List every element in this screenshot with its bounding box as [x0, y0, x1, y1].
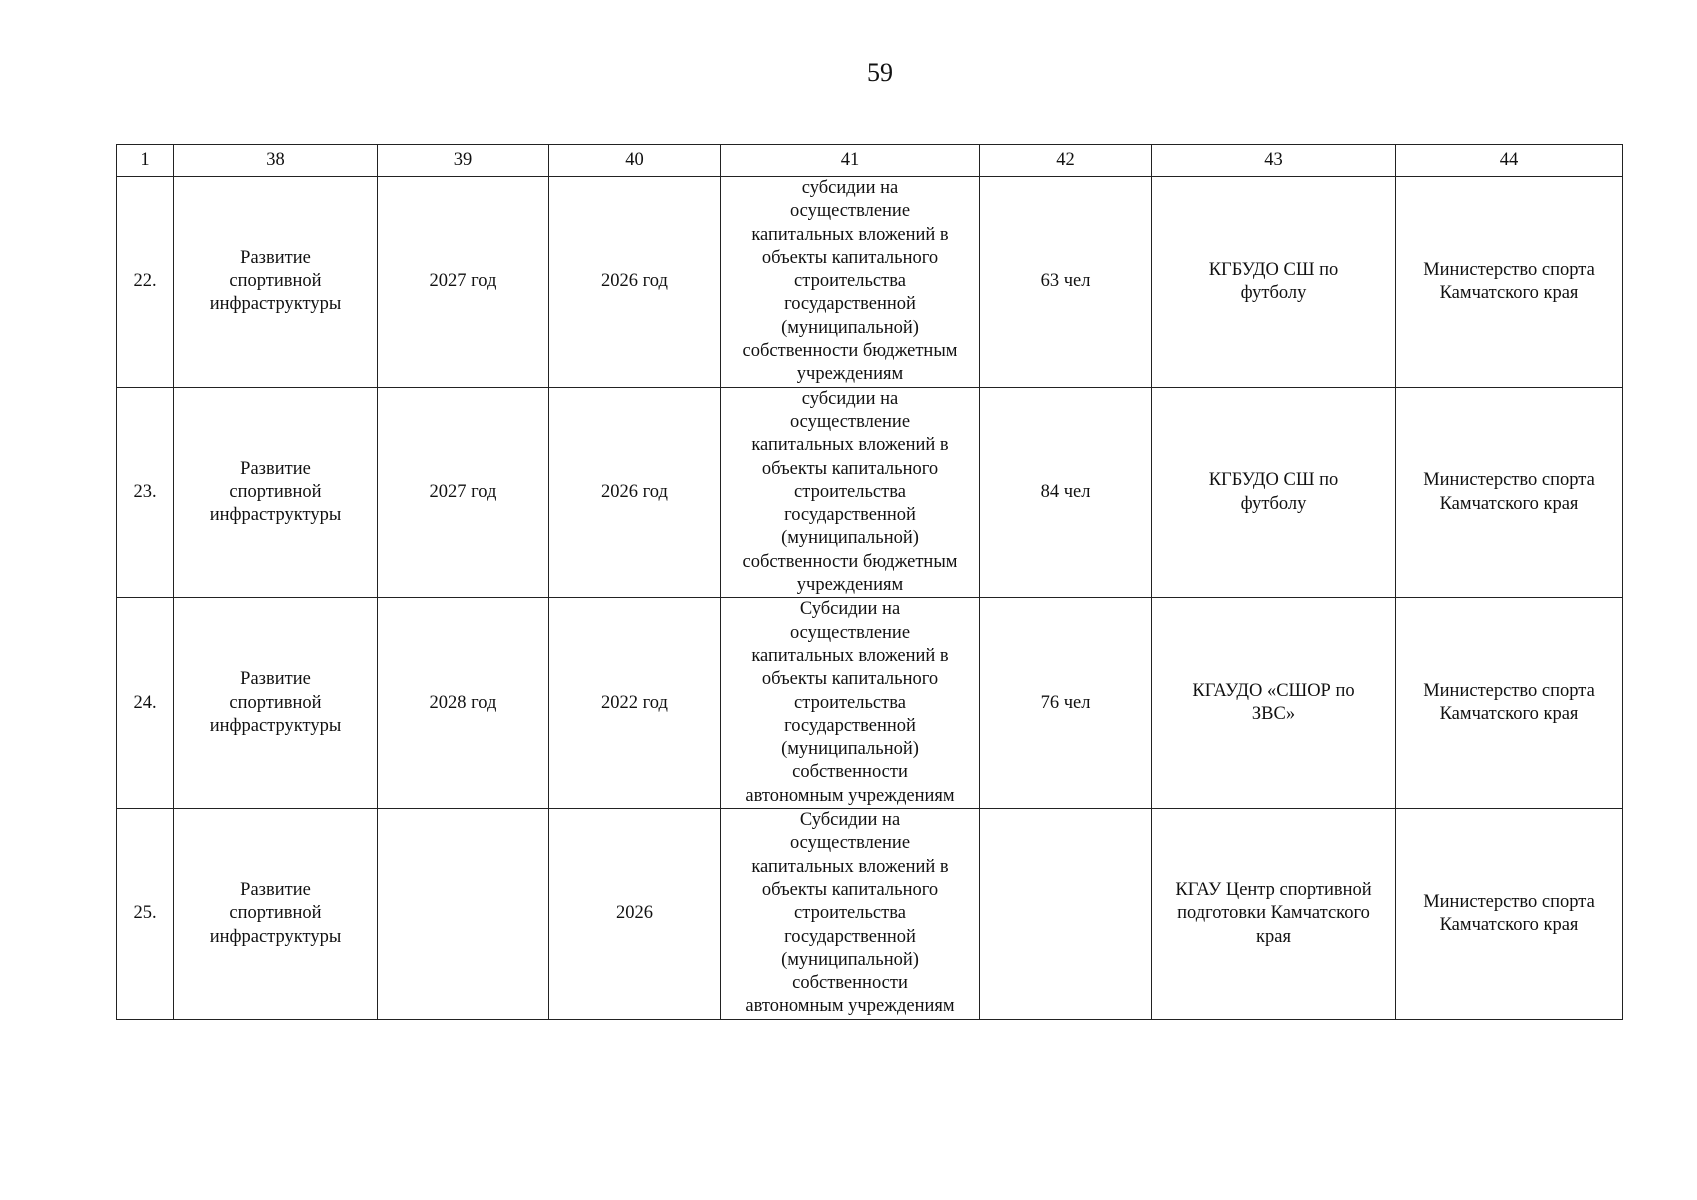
year-cell: 2022 год	[549, 598, 721, 809]
year-cell: 2028 год	[378, 598, 549, 809]
column-header: 1	[117, 145, 174, 177]
row-number-cell: 23.	[117, 387, 174, 598]
institution-cell: КГБУДО СШ по футболу	[1152, 177, 1396, 388]
column-header: 38	[174, 145, 378, 177]
row-number-cell: 25.	[117, 809, 174, 1020]
table-header-row	[117, 145, 1623, 177]
funding-type-cell: субсидии на осуществление капитальных вложений в объекты капитального строительства государственной (муниципальной) собственности бюджетным учреждениям	[721, 387, 980, 598]
ministry-cell: Министерство спорта Камчатского края	[1396, 387, 1623, 598]
direction-cell: Развитие спортивной инфраструктуры	[174, 809, 378, 1020]
people-count-cell: 84 чел	[980, 387, 1152, 598]
people-count-cell: 76 чел	[980, 598, 1152, 809]
row-number-cell: 24.	[117, 598, 174, 809]
page-number: 59	[867, 58, 893, 87]
funding-type-cell: субсидии на осуществление капитальных вложений в объекты капитального строительства государственной (муниципальной) собственности бюджетным учреждениям	[721, 177, 980, 388]
table-row	[117, 598, 1623, 809]
direction-cell: Развитие спортивной инфраструктуры	[174, 387, 378, 598]
funding-type-cell: Субсидии на осуществление капитальных вложений в объекты капитального строительства государственной (муниципальной) собственности автономным учреждениям	[721, 809, 980, 1020]
year-cell: 2026 год	[549, 177, 721, 388]
data-table	[116, 144, 1623, 1020]
column-header: 39	[378, 145, 549, 177]
ministry-cell: Министерство спорта Камчатского края	[1396, 809, 1623, 1020]
funding-type-cell: Субсидии на осуществление капитальных вложений в объекты капитального строительства государственной (муниципальной) собственности автономным учреждениям	[721, 598, 980, 809]
column-header: 42	[980, 145, 1152, 177]
people-count-cell	[980, 809, 1152, 1020]
year-cell: 2026 год	[549, 387, 721, 598]
column-header: 44	[1396, 145, 1623, 177]
people-count-cell: 63 чел	[980, 177, 1152, 388]
year-cell: 2027 год	[378, 387, 549, 598]
year-cell: 2027 год	[378, 177, 549, 388]
institution-cell: КГАУДО «СШОР по ЗВС»	[1152, 598, 1396, 809]
table-row	[117, 177, 1623, 388]
table-row	[117, 809, 1623, 1020]
column-header: 40	[549, 145, 721, 177]
institution-cell: КГБУДО СШ по футболу	[1152, 387, 1396, 598]
column-header: 43	[1152, 145, 1396, 177]
institution-cell: КГАУ Центр спортивной подготовки Камчатского края	[1152, 809, 1396, 1020]
ministry-cell: Министерство спорта Камчатского края	[1396, 598, 1623, 809]
table-row	[117, 387, 1623, 598]
year-cell: 2026	[549, 809, 721, 1020]
direction-cell: Развитие спортивной инфраструктуры	[174, 177, 378, 388]
column-header: 41	[721, 145, 980, 177]
row-number-cell: 22.	[117, 177, 174, 388]
ministry-cell: Министерство спорта Камчатского края	[1396, 177, 1623, 388]
direction-cell: Развитие спортивной инфраструктуры	[174, 598, 378, 809]
year-cell	[378, 809, 549, 1020]
